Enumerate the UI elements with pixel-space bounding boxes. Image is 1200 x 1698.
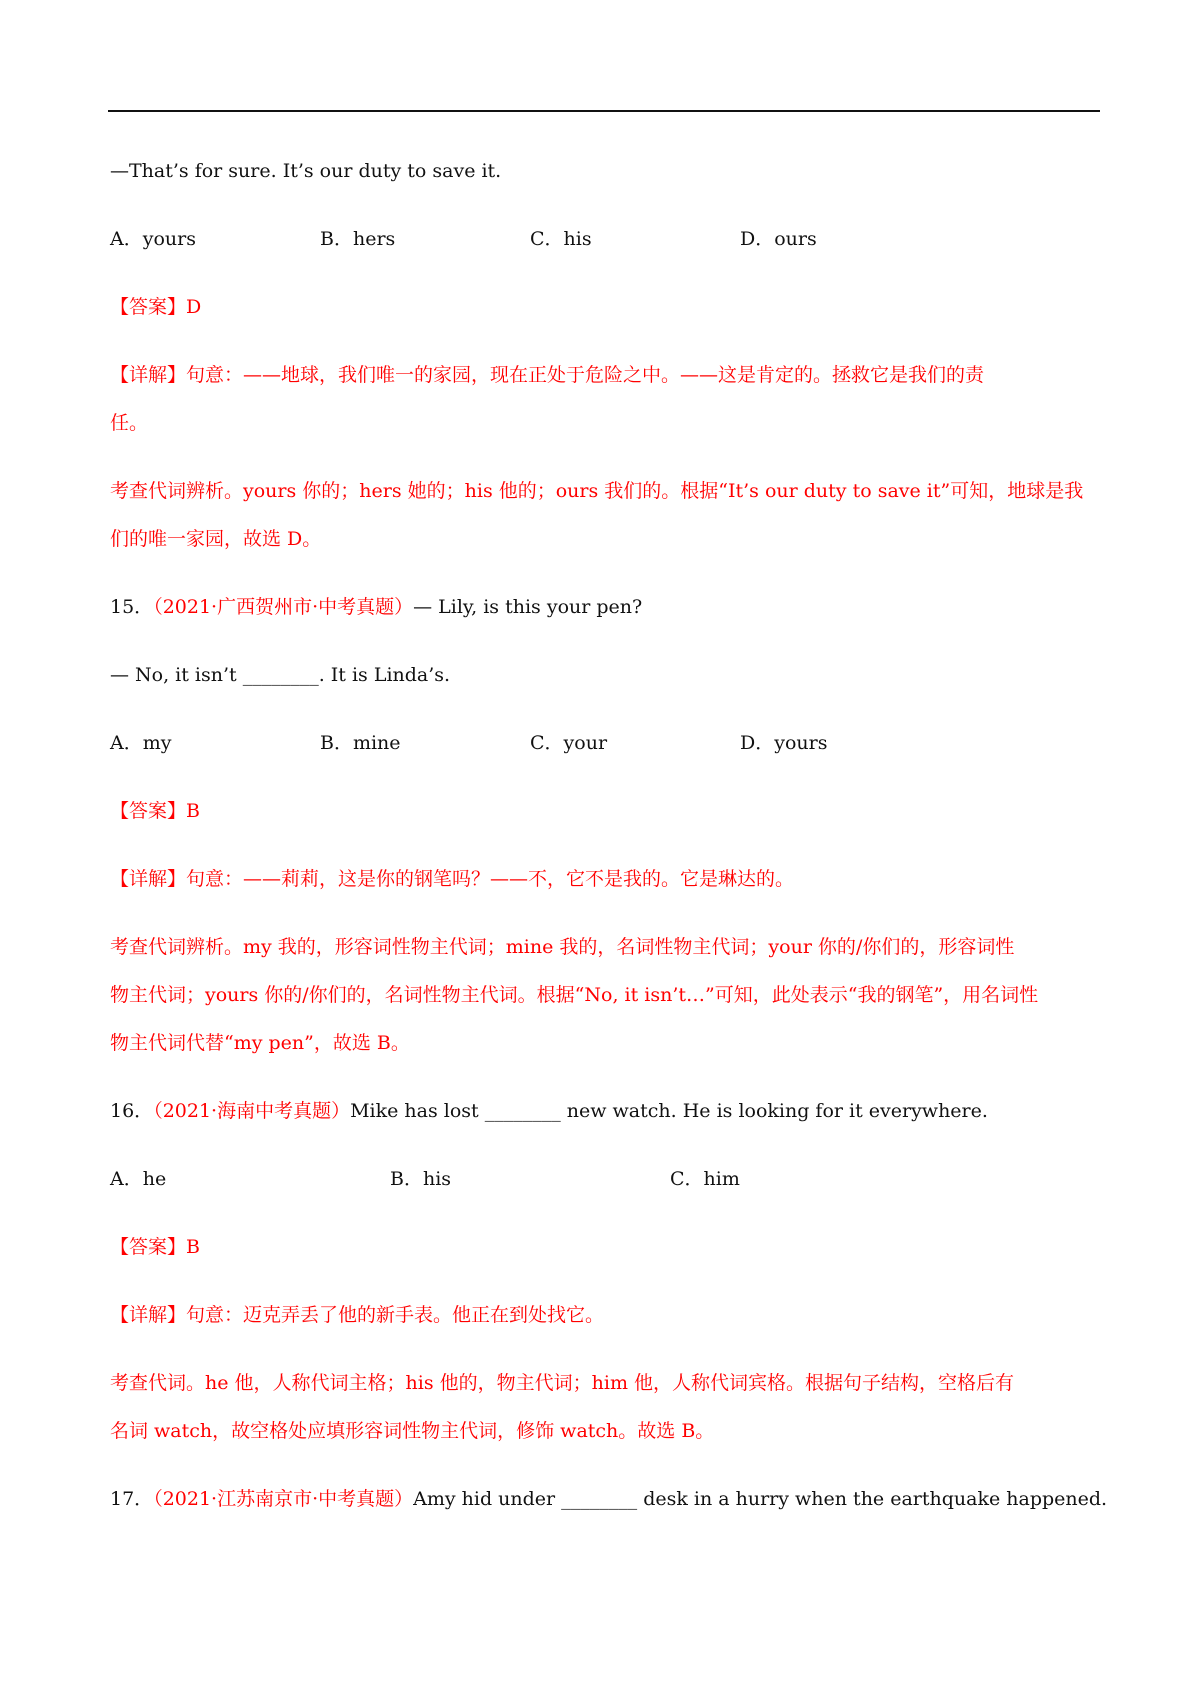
q16-source: （2021·海南中考真题） xyxy=(153,1100,351,1122)
q15-number: 15． xyxy=(110,596,154,618)
q14-answer: 【答案】D xyxy=(110,296,202,318)
q16-option-c: C．him xyxy=(670,1168,740,1190)
q15-stem xyxy=(110,596,642,619)
q16-question: Mike has lost ________ new watch. He is looking for it everywhere. xyxy=(350,1100,988,1122)
q15-answer: 【答案】B xyxy=(110,800,200,822)
header-rule xyxy=(108,110,1100,112)
q16-option-a: A．he xyxy=(110,1168,167,1190)
q15-option-c: C．your xyxy=(530,732,608,754)
q17-number: 17． xyxy=(110,1488,154,1510)
q14-detail-line-2: 任。 xyxy=(110,412,149,434)
q16-detail: 【详解】句意：迈克弄丢了他的新手表。他正在到处找它。 xyxy=(110,1304,605,1326)
q16-stem xyxy=(110,1100,988,1123)
q14-explain-line-2: 们的唯一家园，故选 D。 xyxy=(110,528,322,550)
q16-answer: 【答案】B xyxy=(110,1236,200,1258)
q14-option-a: A．yours xyxy=(110,228,196,250)
q16-explain-line-2: 名词 watch，故空格处应填形容词性物主代词，修饰 watch。故选 B。 xyxy=(110,1420,715,1442)
q15-explain-line-2: 物主代词；yours 你的/你们的，名词性物主代词。根据“No, it isn’t…”可知，此处表示“我的钢笔”，用名词性 xyxy=(110,984,1039,1006)
q15-reply: — No, it isn’t ________. It is Linda’s. xyxy=(110,664,451,686)
q16-option-b: B．his xyxy=(390,1168,452,1190)
q15-source: （2021·广西贺州市·中考真题） xyxy=(153,596,414,618)
q15-question: — Lily, is this your pen? xyxy=(413,596,643,618)
q14-detail-line-1: 【详解】句意：——地球，我们唯一的家园，现在正处于危险之中。——这是肯定的。拯救它是我们的责 xyxy=(110,364,985,386)
q15-explain-line-1: 考查代词辨析。my 我的，形容词性物主代词；mine 我的，名词性物主代词；your 你的/你们的，形容词性 xyxy=(110,936,1015,958)
q14-option-d: D．ours xyxy=(740,228,817,250)
q16-explain-line-1: 考查代词。he 他，人称代词主格；his 他的，物主代词；him 他，人称代词宾格。根据句子结构，空格后有 xyxy=(110,1372,1014,1394)
q17-question: Amy hid under ________ desk in a hurry when the earthquake happened. xyxy=(413,1488,1108,1510)
q15-option-d: D．yours xyxy=(740,732,828,754)
q14-option-b: B．hers xyxy=(320,228,396,250)
q14-reply: —That’s for sure. It’s our duty to save it. xyxy=(110,160,502,182)
q15-detail: 【详解】句意：——莉莉，这是你的钢笔吗？——不，它不是我的。它是琳达的。 xyxy=(110,868,795,890)
q15-option-b: B．mine xyxy=(320,732,401,754)
q17-source: （2021·江苏南京市·中考真题） xyxy=(153,1488,414,1510)
q15-explain-line-3: 物主代词代替“my pen”，故选 B。 xyxy=(110,1032,410,1054)
q15-option-a: A．my xyxy=(110,732,172,754)
q17-stem xyxy=(110,1488,1107,1511)
q14-option-c: C．his xyxy=(530,228,592,250)
q16-number: 16． xyxy=(110,1100,154,1122)
q14-explain-line-1: 考查代词辨析。yours 你的；hers 她的；his 他的；ours 我们的。根据“It’s our duty to save it”可知，地球是我 xyxy=(110,480,1084,502)
